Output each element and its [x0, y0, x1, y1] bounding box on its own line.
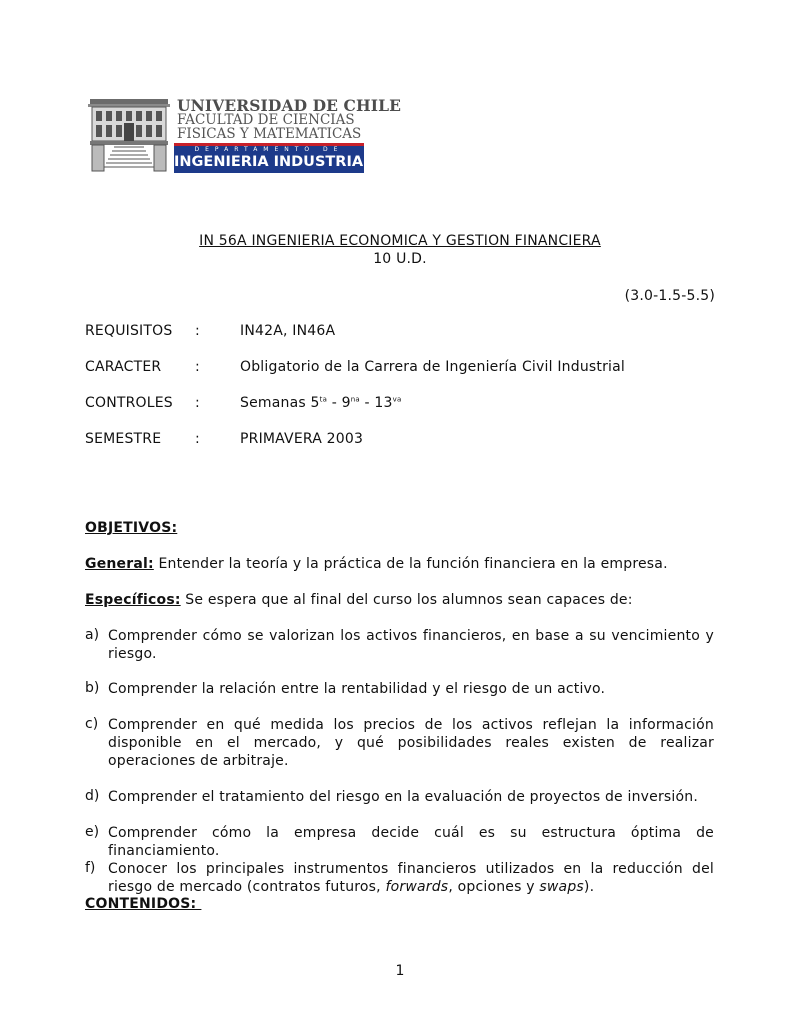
controles-label: CONTROLES	[85, 395, 173, 411]
list-item-letter: b)	[85, 680, 100, 696]
department-label: DEPARTAMENTO DE	[194, 146, 344, 153]
list-item-text: Comprender cómo se valorizan los activos financieros, en base a su vencimiento y riesgo.	[108, 628, 714, 662]
course-hours: (3.0-1.5-5.5)	[624, 288, 715, 304]
objetivo-general	[85, 556, 668, 572]
course-units: 10 U.D.	[373, 251, 427, 267]
list-item-text: Comprender el tratamiento del riesgo en la evaluación de proyectos de inversión.	[108, 789, 698, 805]
contenidos-heading: CONTENIDOS:	[85, 896, 202, 912]
course-title: IN 56A INGENIERIA ECONOMICA Y GESTION FINANCIERA	[199, 233, 601, 249]
requisitos-colon: :	[195, 323, 200, 339]
especificos-text: Se espera que al final del curso los alumnos sean capaces de:	[180, 592, 633, 608]
list-item-letter: d)	[85, 788, 100, 804]
building-icon	[88, 95, 170, 175]
general-label: General:	[85, 556, 154, 572]
objetivos-heading: OBJETIVOS:	[85, 520, 178, 536]
logo-university-name: UNIVERSIDAD DE CHILE	[177, 96, 402, 115]
list-item-text: Comprender cómo la empresa decide cuál es su estructura óptima de financiamiento.	[108, 825, 714, 859]
general-text: Entender la teoría y la práctica de la función financiera en la empresa.	[153, 556, 668, 572]
semestre-colon: :	[195, 431, 200, 447]
page-number: 1	[395, 963, 405, 979]
requisitos-label: REQUISITOS	[85, 323, 173, 339]
controles-colon: :	[195, 395, 200, 411]
caracter-colon: :	[195, 359, 200, 375]
list-item-letter: a)	[85, 627, 100, 643]
department-band	[174, 143, 373, 173]
caracter-value: Obligatorio de la Carrera de Ingeniería Civil Industrial	[240, 359, 625, 375]
list-item-text: Comprender en qué medida los precios de los activos reflejan la información disponible en el mercado, y qué posibilidades reales existen de realizar operaciones de arbitraje.	[108, 717, 714, 769]
especificos-label: Específicos:	[85, 592, 181, 608]
caracter-label: CARACTER	[85, 359, 162, 375]
objetivos-especificos	[85, 592, 633, 608]
requisitos-value: IN42A, IN46A	[240, 323, 336, 339]
list-item-text: Comprender la relación entre la rentabilidad y el riesgo de un activo.	[108, 681, 606, 697]
department-name: INGENIERIA INDUSTRIAL	[174, 154, 373, 170]
list-item-letter: c)	[85, 716, 99, 732]
controles-value: Semanas $5^{ta} - 9^{na} - 13^{va}$	[240, 395, 402, 411]
logo-faculty-line1: FACULTAD DE CIENCIAS	[177, 112, 355, 128]
list-item-letter: e)	[85, 824, 100, 840]
university-logo	[88, 95, 402, 175]
semestre-value: PRIMAVERA 2003	[240, 431, 364, 447]
list-item-text: Conocer los principales instrumentos financieros utilizados en la reducción del riesgo de mercado (contratos futuros, forwards, opciones y swaps).	[108, 861, 714, 895]
list-item-letter: f)	[85, 860, 96, 876]
logo-faculty-line2: FISICAS Y MATEMATICAS	[177, 126, 362, 142]
semestre-label: SEMESTRE	[85, 431, 162, 447]
